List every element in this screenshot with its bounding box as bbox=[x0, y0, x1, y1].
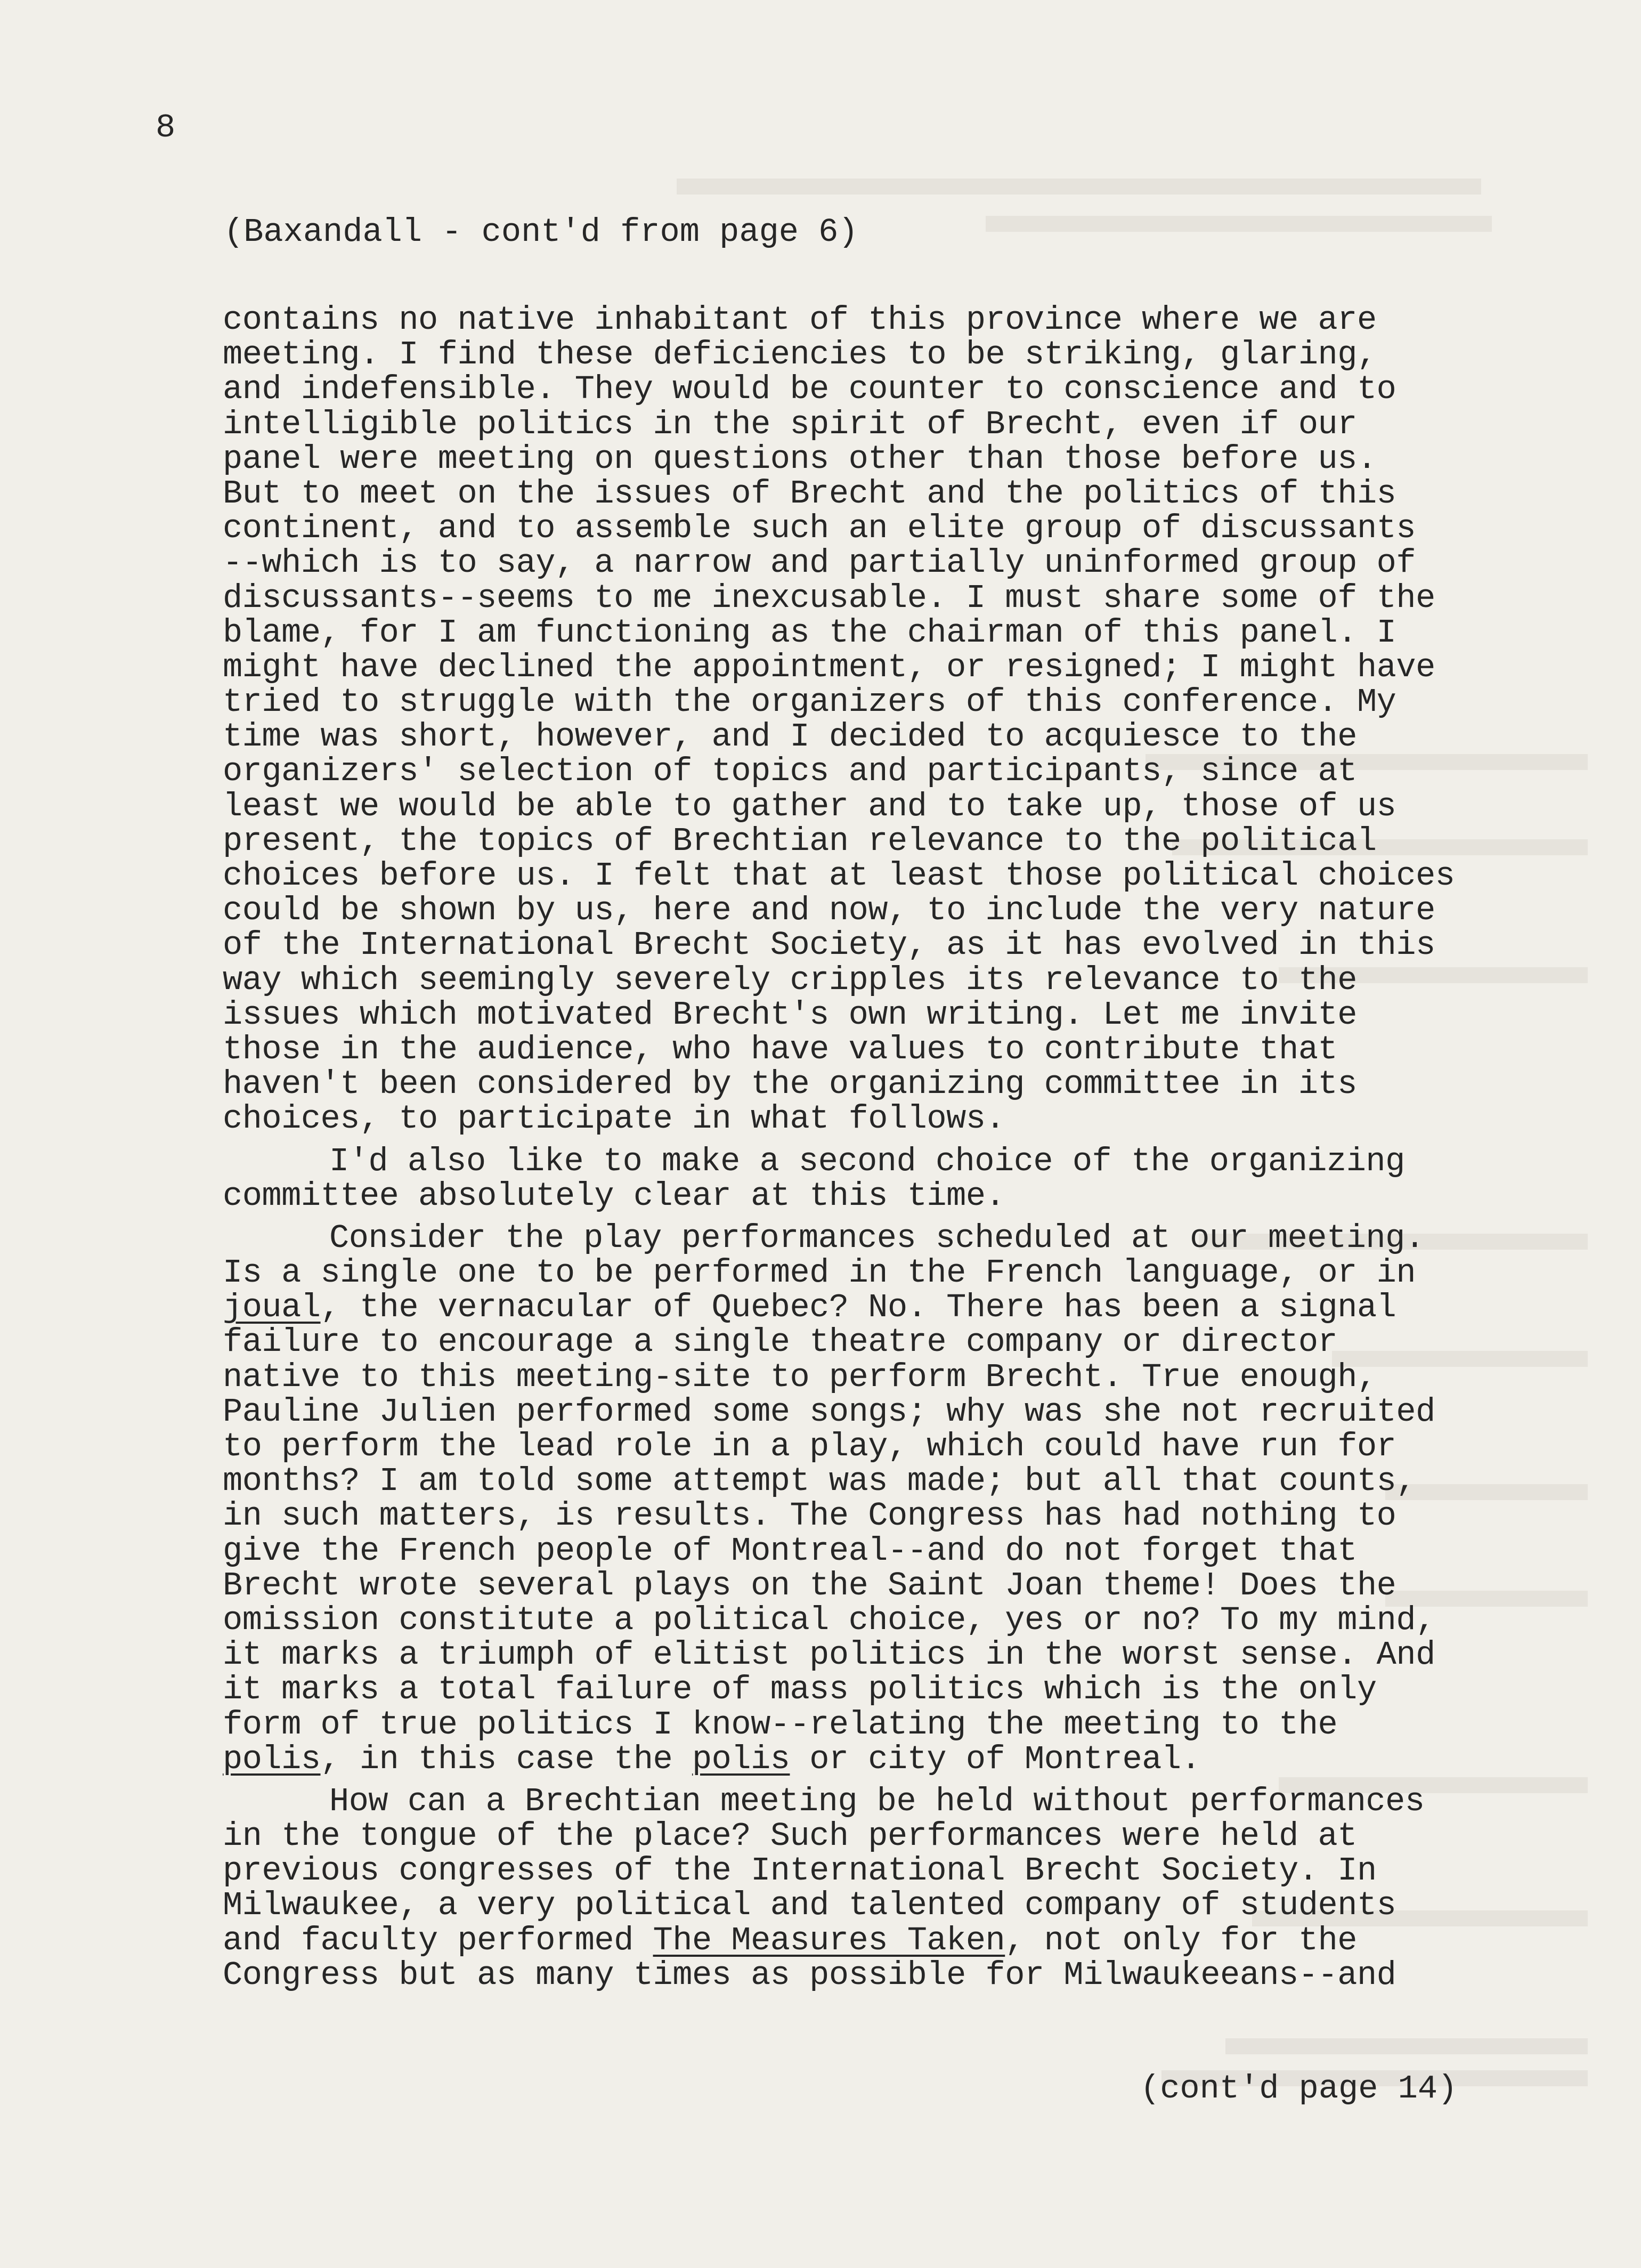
text-segment: continent, and to assemble such an elite group of discussants bbox=[223, 509, 1416, 548]
text-segment: Milwaukee, a very political and talented company of students bbox=[223, 1886, 1396, 1925]
text-line bbox=[223, 476, 1608, 511]
text-segment: those in the audience, who have values to contribute that bbox=[223, 1030, 1338, 1068]
text-segment: , not only for the bbox=[1005, 1921, 1357, 1959]
text-line bbox=[223, 789, 1608, 824]
text-line bbox=[223, 683, 1608, 722]
text-segment: form of true politics I know--relating the meeting to the bbox=[223, 1705, 1338, 1744]
text-segment: intelligible politics in the spirit of Brecht, even if our bbox=[223, 405, 1357, 443]
text-segment: But to meet on the issues of Brecht and the politics of this bbox=[223, 474, 1396, 513]
text-segment: committee absolutely clear at this time. bbox=[223, 1177, 1005, 1215]
text-line bbox=[223, 1360, 1608, 1395]
text-segment: , the vernacular of Quebec? No. There has been a signal bbox=[320, 1289, 1396, 1327]
text-line bbox=[223, 1958, 1608, 1992]
text-segment: discussants--seems to me inexcusable. I must share some of the bbox=[223, 579, 1435, 617]
text-segment: it marks a triumph of elitist politics in the worst sense. And bbox=[223, 1636, 1435, 1674]
paragraph bbox=[223, 1144, 1608, 1213]
text-segment: in the tongue of the place? Such performances were held at bbox=[223, 1817, 1357, 1856]
text-line bbox=[223, 337, 1608, 372]
text-segment: and indefensible. They would be counter to conscience and to bbox=[223, 370, 1396, 409]
text-segment: native to this meeting-site to perform Brecht. True enough, bbox=[223, 1358, 1377, 1396]
text-segment: could be shown by us, here and now, to include the very nature bbox=[223, 892, 1435, 930]
text-line bbox=[223, 1290, 1608, 1325]
text-segment: blame, for I am functioning as the chairman of this panel. I bbox=[223, 613, 1396, 652]
text-line bbox=[223, 1784, 1608, 1819]
text-line bbox=[223, 1065, 1608, 1104]
text-line bbox=[223, 926, 1608, 965]
text-line bbox=[223, 754, 1608, 789]
text-line bbox=[223, 1638, 1608, 1672]
page-number: 8 bbox=[156, 109, 176, 147]
text-line bbox=[223, 1392, 1608, 1431]
text-line bbox=[223, 1603, 1608, 1638]
paragraph bbox=[223, 1784, 1608, 1992]
text-line bbox=[223, 1923, 1608, 1958]
article-body bbox=[223, 303, 1608, 1992]
text-line bbox=[223, 995, 1608, 1034]
text-line bbox=[223, 1179, 1608, 1213]
text-segment: it marks a total failure of mass politics which is the only bbox=[223, 1671, 1377, 1709]
text-line bbox=[223, 1032, 1608, 1067]
text-segment: panel were meeting on questions other than those before us. bbox=[223, 440, 1377, 478]
text-line bbox=[223, 1742, 1608, 1777]
text-line bbox=[223, 1499, 1608, 1533]
text-line bbox=[223, 303, 1608, 337]
text-line bbox=[223, 1429, 1608, 1464]
text-segment: to perform the lead role in a play, which could have run for bbox=[223, 1428, 1396, 1465]
text-segment: might have declined the appointment, or resigned; I might have bbox=[223, 648, 1435, 686]
text-segment: previous congresses of the International Brecht Society. In bbox=[223, 1852, 1377, 1890]
text-line bbox=[223, 372, 1608, 407]
text-line bbox=[223, 1144, 1608, 1179]
text-line bbox=[223, 1221, 1608, 1256]
text-segment: way which seemingly severely cripples its relevance to the bbox=[223, 961, 1357, 999]
text-line bbox=[223, 719, 1608, 754]
text-segment: present, the topics of Brechtian relevance to the political bbox=[223, 822, 1377, 860]
underlined-text: polis bbox=[692, 1740, 790, 1778]
text-segment: failure to encourage a single theatre company or director bbox=[223, 1323, 1338, 1362]
text-line bbox=[223, 615, 1608, 650]
text-segment: meeting. I find these deficiencies to be striking, glaring, bbox=[223, 336, 1377, 374]
text-segment: tried to struggle with the organizers of this conference. My bbox=[223, 683, 1396, 722]
underlined-text: joual bbox=[223, 1289, 321, 1327]
text-segment: Congress but as many times as possible for Milwaukeeans--and bbox=[223, 1956, 1396, 1994]
text-segment: and faculty performed bbox=[223, 1921, 653, 1959]
continued-to-note: (cont'd page 14) bbox=[1140, 2070, 1458, 2108]
text-line bbox=[223, 1256, 1608, 1290]
text-line bbox=[223, 1817, 1608, 1856]
text-segment: haven't been considered by the organizing committee in its bbox=[223, 1065, 1357, 1104]
text-segment: --which is to say, a narrow and partially uninformed group of bbox=[223, 544, 1416, 582]
text-segment: Is a single one to be performed in the French language, or in bbox=[223, 1254, 1416, 1292]
paragraph bbox=[223, 1221, 1608, 1777]
underlined-text: polis bbox=[223, 1740, 321, 1778]
text-segment: organizers' selection of topics and participants, since at bbox=[223, 752, 1357, 791]
text-segment: choices before us. I felt that at least those political choices bbox=[223, 857, 1455, 895]
text-segment: contains no native inhabitant of this province where we are bbox=[223, 301, 1377, 339]
text-segment: I'd also like to make a second choice of the organizing bbox=[329, 1142, 1405, 1180]
text-line bbox=[223, 1323, 1608, 1362]
text-line bbox=[223, 650, 1608, 685]
text-segment: or city of Montreal. bbox=[790, 1740, 1201, 1778]
text-segment: How can a Brechtian meeting be held without performances bbox=[329, 1782, 1425, 1820]
text-segment: omission constitute a political choice, yes or no? To my mind, bbox=[223, 1601, 1435, 1639]
text-segment: in such matters, is results. The Congress has had nothing to bbox=[223, 1497, 1396, 1535]
text-segment: Consider the play performances scheduled at our meeting. bbox=[329, 1219, 1425, 1257]
text-line bbox=[223, 1888, 1608, 1923]
text-line bbox=[223, 963, 1608, 998]
underlined-text: The Measures Taken bbox=[653, 1921, 1005, 1959]
text-line bbox=[223, 1534, 1608, 1568]
text-segment: Pauline Julien performed some songs; why was she not recruited bbox=[223, 1392, 1435, 1431]
text-line bbox=[223, 824, 1608, 858]
text-segment: months? I am told some attempt was made; but all that counts, bbox=[223, 1462, 1416, 1501]
text-segment: issues which motivated Brecht's own writing. Let me invite bbox=[223, 995, 1357, 1034]
paragraph bbox=[223, 303, 1608, 1137]
text-line bbox=[223, 893, 1608, 928]
text-line bbox=[223, 1853, 1608, 1888]
text-segment: of the International Brecht Society, as it has evolved in this bbox=[223, 926, 1435, 965]
text-line bbox=[223, 1568, 1608, 1603]
text-segment: time was short, however, and I decided to acquiesce to the bbox=[223, 718, 1357, 756]
text-line bbox=[223, 1464, 1608, 1499]
text-segment: choices, to participate in what follows. bbox=[223, 1100, 1005, 1138]
continued-from-note: (Baxandall - cont'd from page 6) bbox=[224, 213, 858, 251]
text-segment: give the French people of Montreal--and do not forget that bbox=[223, 1532, 1357, 1570]
text-line bbox=[223, 1707, 1608, 1742]
text-line bbox=[223, 858, 1608, 893]
text-line bbox=[223, 546, 1608, 580]
text-segment: , in this case the bbox=[320, 1740, 692, 1778]
text-segment: Brecht wrote several plays on the Saint Joan theme! Does the bbox=[223, 1566, 1396, 1605]
text-line bbox=[223, 1672, 1608, 1707]
text-line bbox=[223, 581, 1608, 615]
text-line bbox=[223, 407, 1608, 442]
text-line bbox=[223, 1101, 1608, 1136]
text-line bbox=[223, 511, 1608, 546]
text-line bbox=[223, 442, 1608, 476]
text-segment: least we would be able to gather and to take up, those of us bbox=[223, 787, 1396, 825]
